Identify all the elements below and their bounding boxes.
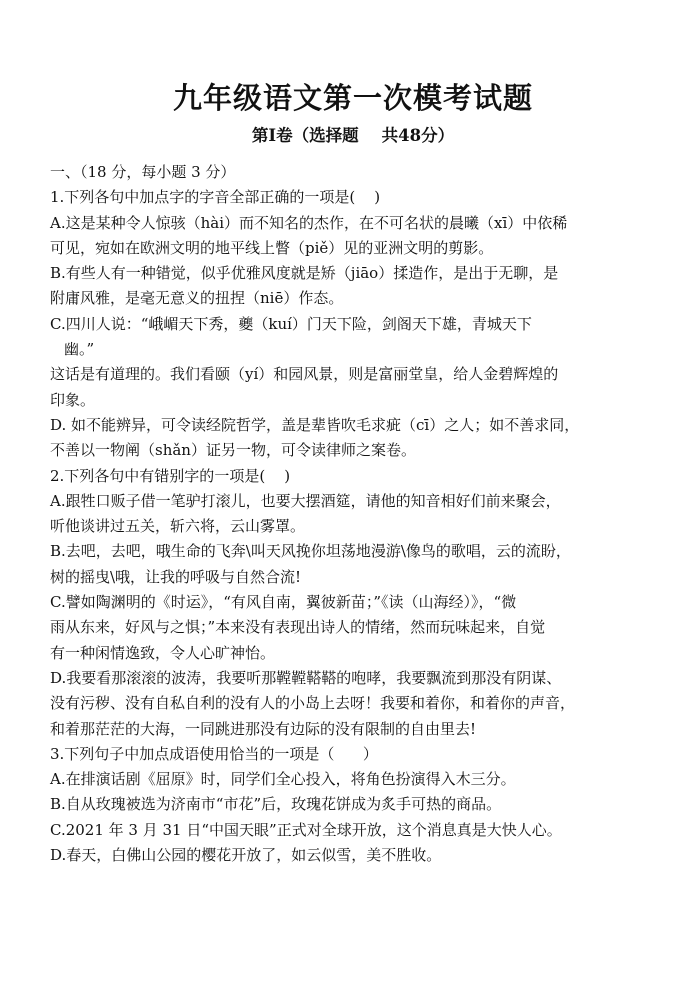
question-1-option-b-cont: 附庸风雅，是毫无意义的扭捏（niē）作态。 [50, 289, 344, 308]
question-1-option-b: B.有些人有一种错觉，似乎优雅风度就是矫（jiāo）揉造作，是出于无聊，是 [50, 264, 559, 283]
question-2-option-d: D.我要看那滚滚的波涛，我要听那鞺鞺鞳鞳的咆哮，我要飘流到那没有阴谋、 [50, 668, 562, 687]
question-2-option-b-cont: 树的摇曳\哦，让我的呼吸与自然合流! [50, 567, 302, 586]
question-2-option-c: C.譬如陶渊明的《时运》，“有风自南，翼彼新苗；”《读（山海经）》，“微 [50, 593, 517, 612]
question-2-option-c-cont: 有一种闲情逸致，令人心旷神怡。 [50, 643, 276, 662]
question-1-option-c-cont: 这话是有道理的。我们看颐（yí）和园风景，则是富丽堂皇，给人金碧辉煌的 [50, 365, 559, 384]
question-2-option-b: B.去吧，去吧，哦生命的飞奔\叫天风挽你坦荡地漫游\像鸟的歌唱，云的流盼， [50, 542, 571, 561]
question-3-option-c: C.2021 年 3 月 31 日“中国天眼”正式对全球开放，这个消息真是大快人心。 [50, 820, 562, 839]
question-1-stem: 1.下列各句中加点字的字音全部正确的一项是( ) [50, 188, 381, 207]
question-1-option-c: C.四川人说：“峨嵋天下秀，夔（kuí）门天下险，剑阁天下雄，青城天下 [50, 314, 532, 333]
question-1-option-c-cont: 幽。” [64, 340, 95, 359]
question-2-stem: 2.下列各句中有错别字的一项是( ) [50, 466, 291, 485]
question-2-option-a-cont: 听他谈讲过五关，斩六将，云山雾罩。 [50, 517, 306, 536]
question-3-option-b: B.自从玫瑰被选为济南市“市花”后，玫瑰花饼成为炙手可热的商品。 [50, 795, 502, 814]
section-subtitle: 第Ⅰ卷（选择题 共48分） [251, 126, 455, 145]
question-2-option-d-cont: 没有污秽、没有自私自利的没有人的小岛上去呀！我要和着你，和着你的声音， [50, 694, 576, 713]
question-1-option-d: D. 如不能辨异，可令读经院哲学，盖是辈皆吹毛求疵（cī）之人；如不善求同， [50, 415, 580, 434]
question-2-option-a: A.跟牲口贩子借一笔驴打滚儿，也要大摆酒筵，请他的知音相好们前来聚会， [50, 491, 561, 510]
question-2-option-d-cont: 和着那茫茫的大海，一同跳进那没有边际的没有限制的自由里去! [50, 719, 477, 738]
question-2-option-c-cont: 雨从东来，好风与之惧；”本来没有表现出诗人的情绪，然而玩味起来，自觉 [50, 618, 546, 637]
question-1-option-a: A.这是某种令人惊骇（hài）而不知名的杰作，在不可名状的晨曦（xī）中依稀 [50, 213, 568, 232]
question-1-option-d-cont: 不善以一物阐（shǎn）证另一物，可令读律师之案卷。 [50, 441, 416, 460]
page-title: 九年级语文第一次模考试题 [172, 81, 533, 115]
question-3-option-a: A.在排演话剧《屈原》时，同学们全心投入，将角色扮演得入木三分。 [50, 770, 516, 789]
section-header: 一、（18 分，每小题 3 分） [50, 163, 236, 181]
question-1-option-a-cont: 可见，宛如在欧洲文明的地平线上瞥（piě）见的亚洲文明的剪影。 [50, 238, 494, 257]
question-3-stem: 3.下列句子中加点成语使用恰当的一项是（ ） [50, 744, 378, 763]
question-1-option-c-cont: 印象。 [50, 390, 96, 409]
question-3-option-d: D.春天，白佛山公园的樱花开放了，如云似雪，美不胜收。 [50, 846, 442, 865]
